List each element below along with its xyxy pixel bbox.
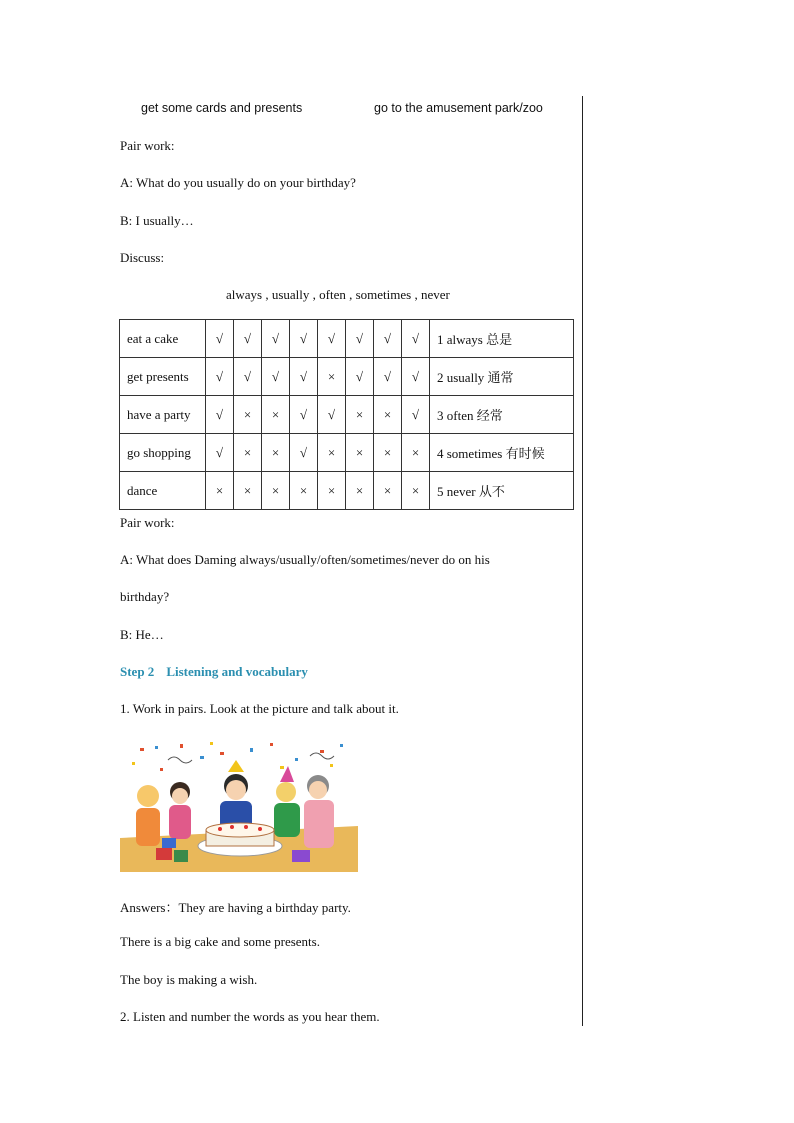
mark-cell: √ [290,320,318,358]
frequency-legend-cell: 3 often 经常 [430,396,574,434]
mark-cell: × [234,472,262,510]
mark-cell: × [346,472,374,510]
mark-cell: √ [262,358,290,396]
mark-cell: √ [318,320,346,358]
mark-cell: × [346,396,374,434]
mark-cell: √ [346,320,374,358]
mark-cell: × [318,434,346,472]
mark-cell: √ [234,320,262,358]
pair-work-heading-1: Pair work: [120,138,175,153]
mark-cell: √ [206,358,234,396]
mark-cell: × [402,472,430,510]
activity-cell: go shopping [120,434,206,472]
adverbs-list: always , usually , often , sometimes , never [226,287,450,302]
activity-cell: eat a cake [120,320,206,358]
frequency-legend-cell: 1 always 总是 [430,320,574,358]
mark-cell: × [262,396,290,434]
mark-cell: × [234,396,262,434]
frequency-legend-cell: 4 sometimes 有时候 [430,434,574,472]
mark-cell: √ [374,320,402,358]
pair-work-question-2: A: What does Daming always/usually/often/sometimes/never do on his [120,552,490,567]
pair-work-answer-2: B: He… [120,627,164,642]
table-row [120,320,574,358]
answer-line-3: The boy is making a wish. [120,972,258,987]
mark-cell: √ [374,358,402,396]
mark-cell: √ [402,320,430,358]
pair-work-question-2-cont: birthday? [120,589,170,604]
pair-work-heading-2: Pair work: [120,515,175,530]
mark-cell: √ [402,396,430,434]
phrase-amusement-park: go to the amusement park/zoo [374,101,543,115]
table-row [120,358,574,396]
task2-instruction: 2. Listen and number the words as you hear them. [120,1009,380,1024]
table-row [120,472,574,510]
mark-cell: √ [234,358,262,396]
mark-cell: × [290,472,318,510]
mark-cell: √ [206,320,234,358]
phrase-cards-presents: get some cards and presents [141,101,303,115]
pair-work-question-1: A: What do you usually do on your birthday? [120,175,356,190]
mark-cell: × [346,434,374,472]
mark-cell: √ [290,434,318,472]
task1-instruction: 1. Work in pairs. Look at the picture and talk about it. [120,701,399,716]
mark-cell: √ [206,434,234,472]
mark-cell: × [234,434,262,472]
frequency-table [119,319,574,510]
mark-cell: × [262,472,290,510]
mark-cell: √ [318,396,346,434]
birthday-party-illustration [120,738,358,872]
table-row [120,434,574,472]
mark-cell: × [206,472,234,510]
mark-cell: √ [206,396,234,434]
mark-cell: √ [402,358,430,396]
table-row [120,396,574,434]
mark-cell: × [262,434,290,472]
pair-work-answer-1: B: I usually… [120,213,194,228]
page-margin-line [582,96,583,1026]
mark-cell: √ [262,320,290,358]
step2-heading [120,664,308,680]
mark-cell: × [402,434,430,472]
activity-cell: dance [120,472,206,510]
answer-line-2: There is a big cake and some presents. [120,934,320,949]
mark-cell: √ [346,358,374,396]
answer-line-1: Answers：They are having a birthday party. [120,900,351,915]
discuss-heading: Discuss: [120,250,165,265]
activity-cell: get presents [120,358,206,396]
mark-cell: √ [290,396,318,434]
frequency-legend-cell: 2 usually 通常 [430,358,574,396]
mark-cell: × [374,434,402,472]
activity-cell: have a party [120,396,206,434]
step-title: Listening and vocabulary [166,664,308,679]
mark-cell: × [374,396,402,434]
mark-cell: × [374,472,402,510]
frequency-legend-cell: 5 never 从不 [430,472,574,510]
mark-cell: × [318,358,346,396]
mark-cell: × [318,472,346,510]
step-number: Step 2 [120,664,155,679]
mark-cell: √ [290,358,318,396]
